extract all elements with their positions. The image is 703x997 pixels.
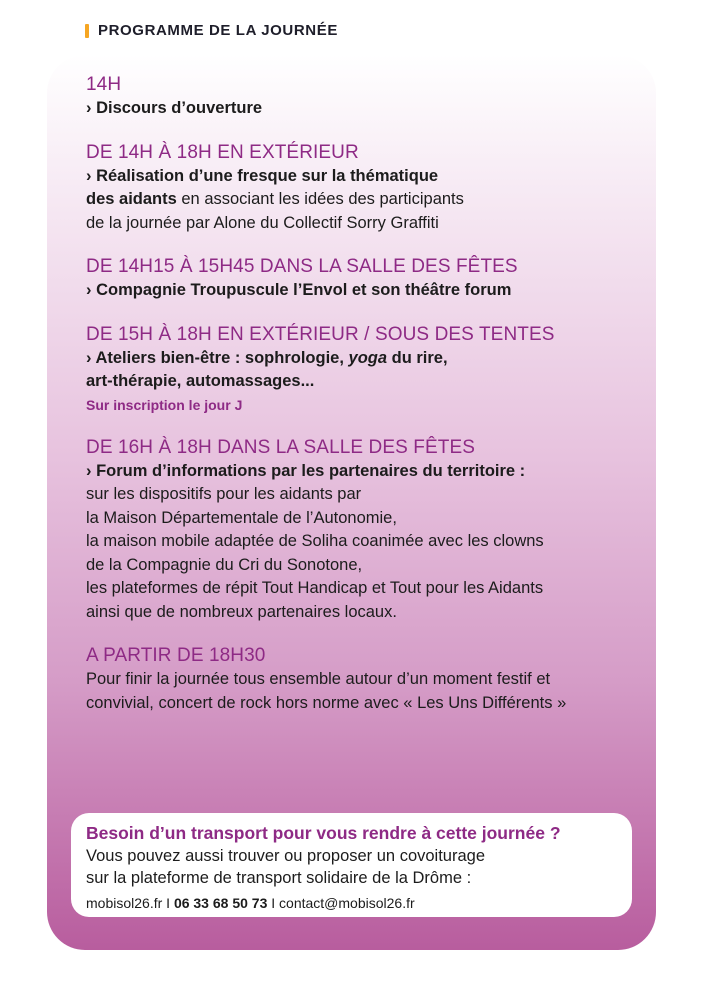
text-segment: ainsi que de nombreux partenaires locaux. xyxy=(86,602,397,621)
description-line xyxy=(86,577,646,601)
text-segment: › Discours d’ouverture xyxy=(86,99,263,117)
text-segment: › Ateliers bien-être : sophrologie, xyxy=(86,348,349,367)
section-time: DE 14H15 À 15H45 DANS LA SALLE DES FÊTES xyxy=(86,256,518,277)
registration-note: Sur inscription le jour J xyxy=(86,396,243,413)
description-line xyxy=(86,692,646,716)
text-segment: en associant les idées des participants xyxy=(176,190,464,208)
description-line xyxy=(86,601,646,625)
transport-line-1: Vous pouvez aussi trouver ou proposer un covoiturage xyxy=(86,847,485,865)
programme-section xyxy=(86,644,646,715)
page-header xyxy=(85,22,338,39)
description-line xyxy=(86,212,646,236)
description-line xyxy=(86,188,646,212)
text-segment: › Réalisation d’une fresque sur la thématique xyxy=(86,166,439,185)
programme-section xyxy=(86,323,646,416)
section-time: 14H xyxy=(86,74,122,95)
programme-section xyxy=(86,436,646,625)
section-description xyxy=(86,460,646,625)
text-segment: art-thérapie, automassages... xyxy=(86,372,315,390)
description-line xyxy=(86,370,646,394)
text-segment: › Forum d’informations par les partenaires du territoire : xyxy=(86,461,526,480)
description-line xyxy=(86,347,646,371)
section-time: DE 14H À 18H EN EXTÉRIEUR xyxy=(86,141,359,163)
description-line xyxy=(86,97,646,121)
text-segment: convivial, concert de rock hors norme avec « Les Uns Différents » xyxy=(86,693,567,712)
transport-line-2: sur la plateforme de transport solidaire de la Drôme : xyxy=(86,869,472,887)
text-segment: du rire, xyxy=(387,348,448,367)
description-line xyxy=(86,668,646,692)
page-title: PROGRAMME DE LA JOURNÉE xyxy=(98,22,338,39)
phone-number[interactable]: 06 33 68 50 73 xyxy=(173,895,268,911)
section-description xyxy=(86,668,646,715)
text-segment: Pour finir la journée tous ensemble autour d’un moment festif et xyxy=(86,670,551,688)
website-link[interactable]: mobisol26.fr xyxy=(86,895,163,911)
programme-sections xyxy=(86,73,646,735)
section-time: DE 16H À 18H DANS LA SALLE DES FÊTES xyxy=(86,436,476,458)
section-description xyxy=(86,165,646,236)
description-line xyxy=(86,165,646,189)
description-line xyxy=(86,483,646,507)
programme-section xyxy=(86,141,646,236)
programme-section xyxy=(86,255,646,303)
text-segment: sur les dispositifs pour les aidants par xyxy=(86,485,362,503)
description-line xyxy=(86,507,646,531)
text-segment: la Maison Départementale de l’Autonomie, xyxy=(86,508,397,527)
programme-section xyxy=(86,73,646,121)
section-description xyxy=(86,279,646,303)
section-description xyxy=(86,97,646,121)
text-segment: de la Compagnie du Cri du Sonotone, xyxy=(86,555,363,574)
section-time: A PARTIR DE 18H30 xyxy=(86,645,266,666)
description-line xyxy=(86,279,646,303)
text-segment: les plateformes de répit Tout Handicap et Tout pour les Aidants xyxy=(86,579,544,597)
transport-info-box xyxy=(71,813,632,917)
description-line xyxy=(86,554,646,578)
section-description xyxy=(86,347,646,394)
email-link[interactable]: contact@mobisol26.fr xyxy=(279,895,415,911)
text-segment: des aidants xyxy=(86,190,177,208)
separator: I xyxy=(166,895,171,911)
section-time: DE 15H À 18H EN EXTÉRIEUR / SOUS DES TENTES xyxy=(86,323,555,345)
description-line xyxy=(86,530,646,554)
text-segment: yoga xyxy=(348,348,388,367)
text-segment: de la journée par Alone du Collectif Sorry Graffiti xyxy=(86,213,439,232)
header-accent-bar xyxy=(85,24,89,38)
description-line xyxy=(86,460,646,484)
separator: I xyxy=(271,895,276,911)
transport-contact xyxy=(86,889,622,917)
text-segment: la maison mobile adaptée de Soliha coanimée avec les clowns xyxy=(86,532,544,550)
text-segment: › Compagnie Troupuscule l’Envol et son théâtre forum xyxy=(86,281,512,299)
transport-title: Besoin d’un transport pour vous rendre à cette journée ? xyxy=(86,823,561,843)
